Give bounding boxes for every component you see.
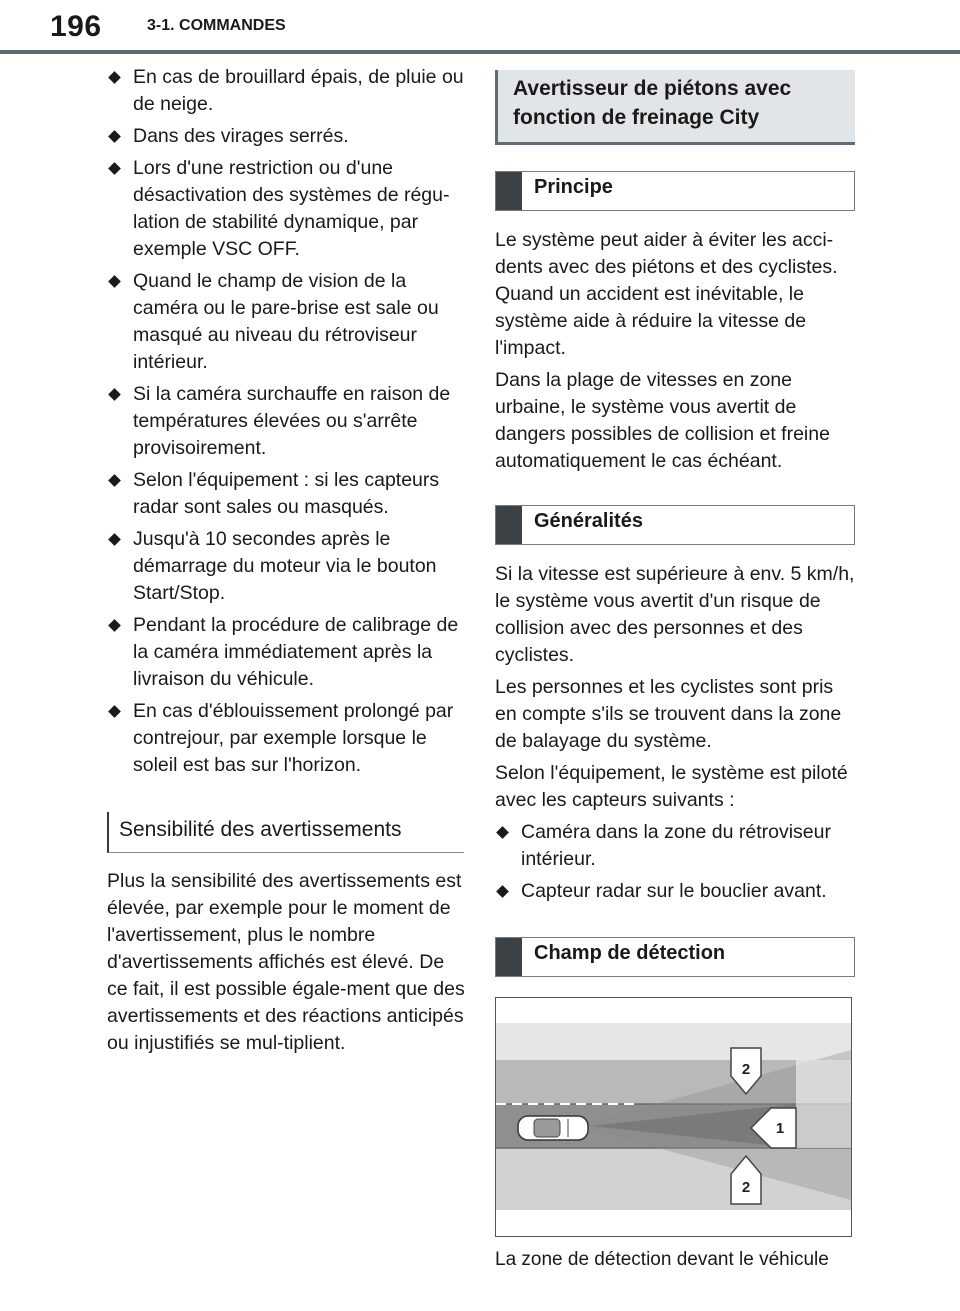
list-item: Pendant la procédure de calibrage de la caméra immédiatement après la livraison du véhicule. <box>107 612 467 693</box>
zone-label: 2 <box>741 1179 751 1196</box>
list-item: Dans des virages serrés. <box>107 123 467 150</box>
zone-label: 2 <box>741 1061 751 1078</box>
list-item: Quand le champ de vision de la caméra ou le pare-brise est sale ou masqué au niveau du rétroviseur intérieur. <box>107 268 467 376</box>
list-item: Si la caméra surchauffe en raison de températures élevées ou s'arrête provisoirement. <box>107 381 467 462</box>
right-column <box>495 70 855 1271</box>
heading-bar <box>496 938 522 976</box>
heading-bar <box>496 506 522 544</box>
detection-zone-diagram <box>495 997 852 1237</box>
principe-text-2: Dans la plage de vitesses en zone urbaine, le système vous avertit de dangers possibles de collision et freine automatiquement le cas échéant. <box>495 369 830 472</box>
champ-heading <box>495 937 855 977</box>
car-icon <box>518 1116 588 1140</box>
heading-label: Champ de détection <box>534 941 726 964</box>
zone-end-band <box>796 1060 851 1148</box>
list-item: Lors d'une restriction ou d'une désactivation des systèmes de régu-lation de stabilité dynamique, par exemple VSC OFF. <box>107 155 467 263</box>
list-item: Capteur radar sur le bouclier avant. <box>495 878 855 905</box>
list-item: Selon l'équipement : si les capteurs radar sont sales ou masqués. <box>107 467 467 521</box>
heading-bar <box>496 172 522 210</box>
page-number: 196 <box>50 10 102 43</box>
generalites-heading <box>495 505 855 545</box>
list-item: En cas de brouillard épais, de pluie ou de neige. <box>107 64 467 118</box>
left-column <box>107 64 467 1062</box>
generalites-text-2: Les personnes et les cyclistes sont pris en compte s'ils se trouvent dans la zone de balayage du système. <box>495 676 842 752</box>
section-heading: Avertisseur de piétons avec fonction de freinage City <box>495 70 855 145</box>
generalites-text-1: Si la vitesse est supérieure à env. 5 km/h, le système vous avertit d'un risque de collision avec des personnes et des cyclistes. <box>495 563 855 666</box>
sensors-list <box>495 819 855 905</box>
principe-heading <box>495 171 855 211</box>
list-item: En cas d'éblouissement prolongé par contrejour, par exemple lorsque le soleil est bas sur l'horizon. <box>107 698 467 779</box>
road-top-band <box>496 1023 851 1060</box>
list-item: Jusqu'à 10 secondes après le démarrage du moteur via le bouton Start/Stop. <box>107 526 467 607</box>
zone-label: 1 <box>775 1120 785 1137</box>
diagram-caption: La zone de détection devant le véhicule <box>495 1249 829 1270</box>
header-rule <box>0 50 960 54</box>
detection-zone-svg <box>496 998 851 1236</box>
sensitivity-text: Plus la sensibilité des avertissements est élevée, par exemple pour le moment de l'avertissement, plus le nombre d'avertissements affichés est élevé. De ce fait, il est possible égale-ment que des avertissements et des réactions anticipés ou injustifiés se mul-tiplient. <box>107 870 465 1054</box>
sensitivity-heading: Sensibilité des avertissements <box>107 812 464 853</box>
limitations-list <box>107 64 467 779</box>
heading-label: Principe <box>534 175 613 198</box>
chapter-title: 3-1. COMMANDES <box>147 17 286 34</box>
list-item: Caméra dans la zone du rétroviseur intérieur. <box>495 819 855 873</box>
heading-label: Généralités <box>534 509 643 532</box>
principe-text-1: Le système peut aider à éviter les acci-dents avec des piétons et des cyclistes. Quand un accident est inévitable, le système aide à réduire la vitesse de l'impact. <box>495 229 838 359</box>
generalites-text-3: Selon l'équipement, le système est piloté avec les capteurs suivants : <box>495 762 848 811</box>
